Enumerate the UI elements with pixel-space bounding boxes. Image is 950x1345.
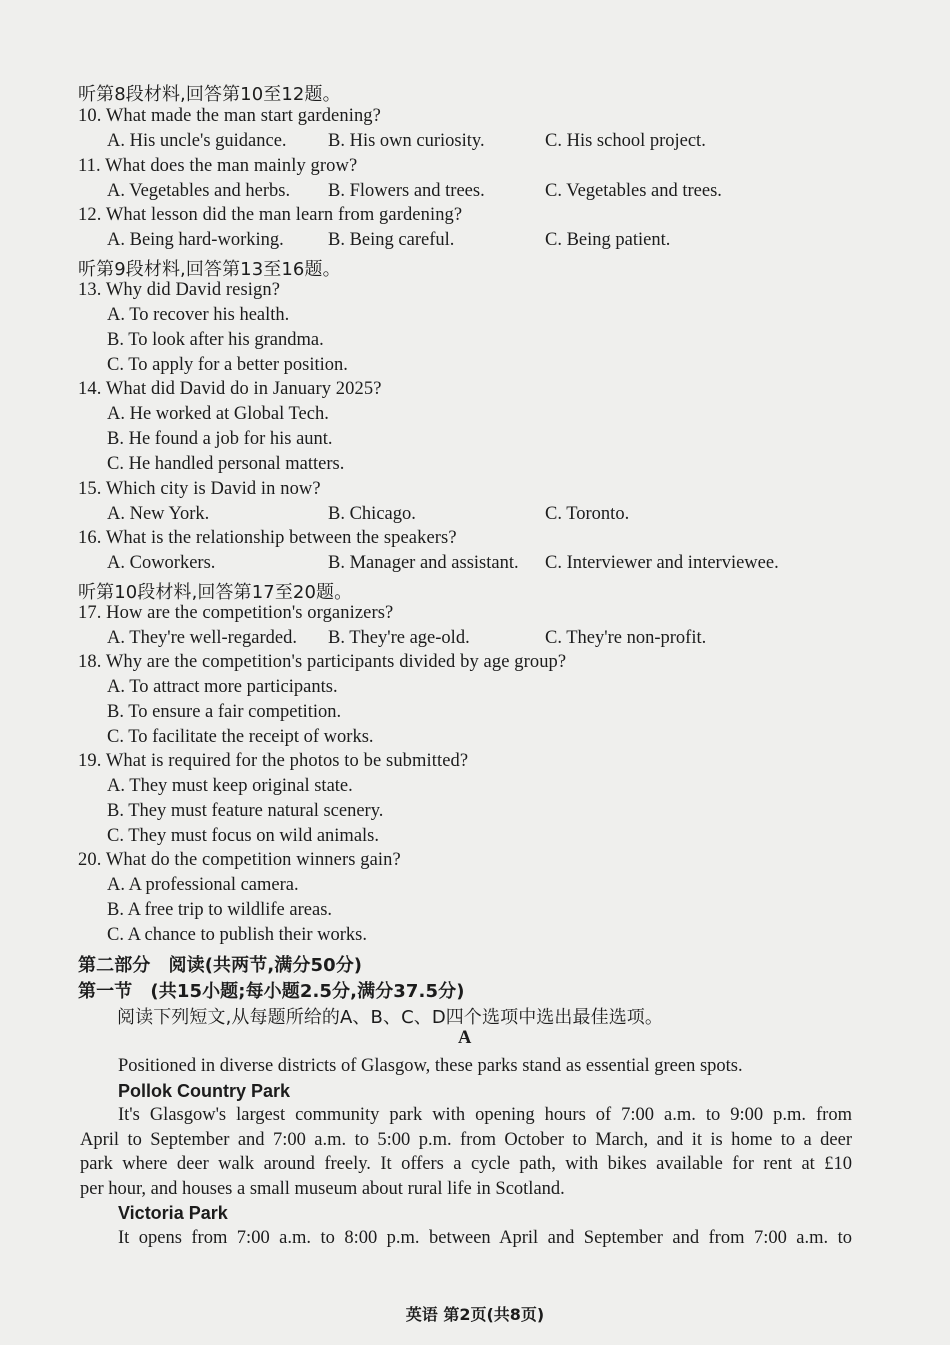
question-19-option-a: A. They must keep original state. [107,776,353,796]
section-9-header: 听第9段材料,回答第13至16题。 [78,259,341,280]
question-12-option-b: B. Being careful. [328,230,455,250]
question-17-option-c: C. They're non-profit. [545,628,707,648]
question-17-stem: 17. How are the competition's organizers? [78,603,394,623]
question-11-option-b: B. Flowers and trees. [328,181,485,201]
question-10-option-b: B. His own curiosity. [328,131,485,151]
question-10-option-c: C. His school project. [545,131,706,151]
question-14-stem: 14. What did David do in January 2025? [78,379,382,399]
victoria-park-title: Victoria Park [118,1203,228,1223]
section-10-header: 听第10段材料,回答第17至20题。 [78,582,353,603]
question-16-option-c: C. Interviewer and interviewee. [545,553,779,573]
pollok-park-line-2: April to September and 7:00 a.m. to 5:00 p.m. from October to March, and it is home to a deer [80,1129,852,1150]
question-19-stem: 19. What is required for the photos to be submitted? [78,751,469,771]
question-20-option-c: C. A chance to publish their works. [107,925,367,945]
part-2-header: 第二部分 阅读(共两节,满分50分) [78,955,363,976]
pollok-park-line-1: It's Glasgow's largest community park with opening hours of 7:00 a.m. to 9:00 p.m. from [118,1105,852,1125]
question-18-stem: 18. Why are the competition's participants divided by age group? [78,652,567,672]
question-12-stem: 12. What lesson did the man learn from gardening? [78,205,463,225]
passage-intro: Positioned in diverse districts of Glasgow, these parks stand as essential green spots. [118,1056,743,1076]
question-10-option-a: A. His uncle's guidance. [107,131,287,151]
pollok-park-title: Pollok Country Park [118,1080,291,1101]
section-8-header: 听第8段材料,回答第10至12题。 [78,84,341,105]
question-16-stem: 16. What is the relationship between the speakers? [78,528,457,548]
pollok-park-line-4: per hour, and houses a small museum about rural life in Scotland. [80,1178,565,1199]
question-14-option-b: B. He found a job for his aunt. [107,429,333,449]
question-15-stem: 15. Which city is David in now? [78,479,321,499]
question-14-option-a: A. He worked at Global Tech. [107,404,329,424]
question-15-option-c: C. Toronto. [545,504,630,524]
question-20-option-b: B. A free trip to wildlife areas. [107,900,333,920]
question-11-option-a: A. Vegetables and herbs. [107,181,291,201]
question-13-option-a: A. To recover his health. [107,305,290,325]
question-18-option-a: A. To attract more participants. [107,677,338,697]
question-18-option-c: C. To facilitate the receipt of works. [107,727,374,747]
question-14-option-c: C. He handled personal matters. [107,454,345,474]
bleed-through-text [560,86,860,106]
question-13-option-b: B. To look after his grandma. [107,330,324,350]
question-12-option-a: A. Being hard-working. [107,230,284,250]
page-footer: 英语 第2页(共8页) [405,1305,545,1324]
question-15-option-a: A. New York. [107,504,210,524]
question-13-stem: 13. Why did David resign? [78,280,281,300]
question-18-option-b: B. To ensure a fair competition. [107,702,342,722]
question-19-option-b: B. They must feature natural scenery. [107,801,384,821]
question-11-option-c: C. Vegetables and trees. [545,181,722,201]
question-13-option-c: C. To apply for a better position. [107,355,348,375]
question-15-option-b: B. Chicago. [328,504,416,524]
question-10-stem: 10. What made the man start gardening? [78,106,381,126]
question-20-option-a: A. A professional camera. [107,875,299,895]
question-16-option-b: B. Manager and assistant. [328,553,519,573]
passage-a [80,1054,852,1250]
question-20-stem: 20. What do the competition winners gain? [78,850,401,870]
pollok-park-line-3: park where deer walk around freely. It offers a cycle path, with bikes available for rent at £10 [80,1154,852,1174]
passage-label: A [458,1028,472,1048]
question-17-option-a: A. They're well-regarded. [107,628,297,648]
victoria-park-line-1: It opens from 7:00 a.m. to 8:00 p.m. between April and September and from 7:00 a.m. to [118,1227,852,1248]
part-2-section-1-header: 第一节 (共15小题;每小题2.5分,满分37.5分) [78,981,465,1002]
question-16-option-a: A. Coworkers. [107,553,216,573]
question-12-option-c: C. Being patient. [545,230,671,250]
question-11-stem: 11. What does the man mainly grow? [78,156,358,176]
question-17-option-b: B. They're age-old. [328,628,470,648]
question-19-option-c: C. They must focus on wild animals. [107,826,379,846]
reading-instruction: 阅读下列短文,从每题所给的A、B、C、D四个选项中选出最佳选项。 [117,1007,664,1028]
